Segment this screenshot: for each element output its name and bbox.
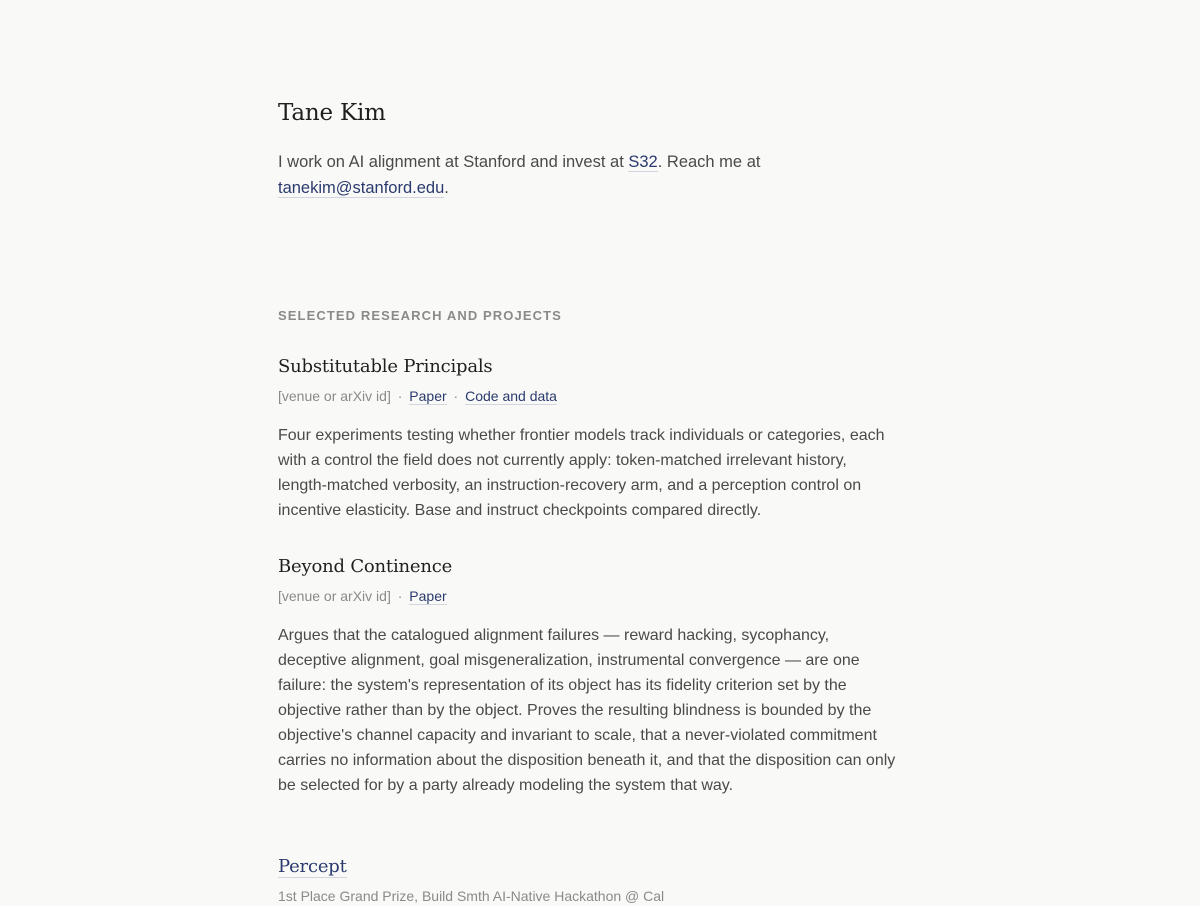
intro-text: . Reach me at: [657, 153, 761, 171]
project-item: [278, 856, 900, 906]
project-meta: [278, 586, 900, 606]
section-heading: SELECTED RESEARCH AND PROJECTS: [278, 308, 562, 323]
paper-link[interactable]: Paper: [409, 388, 447, 404]
project-item: [278, 356, 900, 523]
project-award: 1st Place Grand Prize, Build Smth AI-Native Hackathon @ Cal: [278, 888, 665, 904]
meta-separator: ·: [453, 388, 459, 404]
project-venue: [venue or arXiv id]: [278, 588, 391, 604]
intro-text: .: [444, 179, 449, 197]
project-description: Argues that the catalogued alignment failures — reward hacking, sycophancy, deceptive alignment, goal misgeneralization, instrumental convergence — are one failure: the system's representation of its object has its fidelity criterion set by the objective rather than by the object. Proves the resulting blindness is bounded by the objective's channel capacity and invariant to scale, that a never-violated commitment carries no information about the disposition beneath it, and that the disposition can only be selected for by a party already modeling the system that way.: [278, 627, 896, 794]
intro-text: I work on AI alignment at Stanford and invest at: [278, 153, 629, 171]
s32-link[interactable]: S32: [628, 153, 658, 171]
project-venue: [venue or arXiv id]: [278, 388, 391, 404]
page-title: Tane Kim: [278, 100, 386, 126]
paper-link[interactable]: Paper: [409, 588, 447, 604]
meta-separator: ·: [397, 388, 403, 404]
project-title[interactable]: [278, 856, 900, 877]
meta-separator: ·: [397, 588, 403, 604]
intro-paragraph: [278, 149, 878, 201]
project-title: Substitutable Principals: [278, 356, 493, 377]
project-meta: [278, 386, 900, 406]
project-meta: [278, 886, 900, 906]
email-link[interactable]: tanekim@stanford.edu: [278, 179, 445, 197]
percept-link[interactable]: Percept: [278, 856, 347, 877]
code-and-data-link[interactable]: Code and data: [465, 388, 557, 404]
project-item: [278, 556, 900, 798]
project-description: Four experiments testing whether frontier models track individuals or categories, each with a control the field does not currently apply: token-matched irrelevant history, length-matched verbosity, an instruction-recovery arm, and a perception control on incentive elasticity. Base and instruct checkpoints compared directly.: [278, 427, 885, 519]
project-title: Beyond Continence: [278, 556, 453, 577]
